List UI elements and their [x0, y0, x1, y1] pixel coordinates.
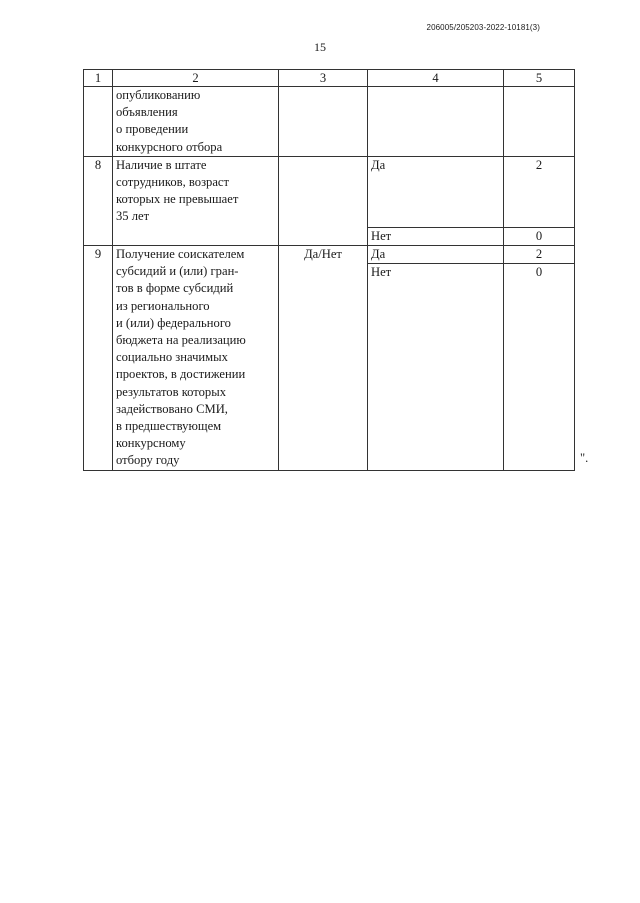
closing-quote-mark: ". — [580, 451, 589, 465]
row-number-cell: 9 — [84, 246, 113, 471]
table-row-continuation — [84, 87, 575, 157]
option-cell: Нет — [368, 227, 504, 245]
column-header: 1 — [84, 70, 113, 87]
table-row-8 — [84, 156, 575, 227]
score-cell: 0 — [504, 227, 575, 245]
format-cell — [279, 156, 368, 245]
score-cell: 0 — [504, 264, 575, 470]
option-cell: Да — [368, 156, 504, 227]
score-cell: 2 — [504, 246, 575, 264]
option-cell: Нет — [368, 264, 504, 470]
criterion-cell: опубликованию объявления о проведении конкурсного отбора — [113, 87, 279, 157]
criterion-cell: Получение соискателем субсидий и (или) гран- тов в форме субсидий из регионального и (или) федерального бюджета на реализацию социально значимых проектов, в достижении результатов которых задействовано СМИ, в предшествующем конкурсному отбору году — [113, 246, 279, 471]
page-number: 15 — [314, 40, 326, 54]
column-header: 3 — [279, 70, 368, 87]
column-header: 5 — [504, 70, 575, 87]
row-number-cell — [84, 87, 113, 157]
format-cell — [279, 87, 368, 157]
option-cell: Да — [368, 246, 504, 264]
column-header: 4 — [368, 70, 504, 87]
column-header: 2 — [113, 70, 279, 87]
table-row-9 — [84, 246, 575, 264]
format-cell: Да/Нет — [279, 246, 368, 471]
header-row — [84, 70, 575, 87]
document-id: 206005/205203-2022-10181(3) — [426, 23, 540, 32]
criterion-cell: Наличие в штате сотрудников, возраст которых не превышает 35 лет — [113, 156, 279, 245]
criteria-table — [83, 69, 575, 471]
row-number-cell: 8 — [84, 156, 113, 245]
score-cell — [504, 87, 575, 157]
score-cell: 2 — [504, 156, 575, 227]
option-cell — [368, 87, 504, 157]
